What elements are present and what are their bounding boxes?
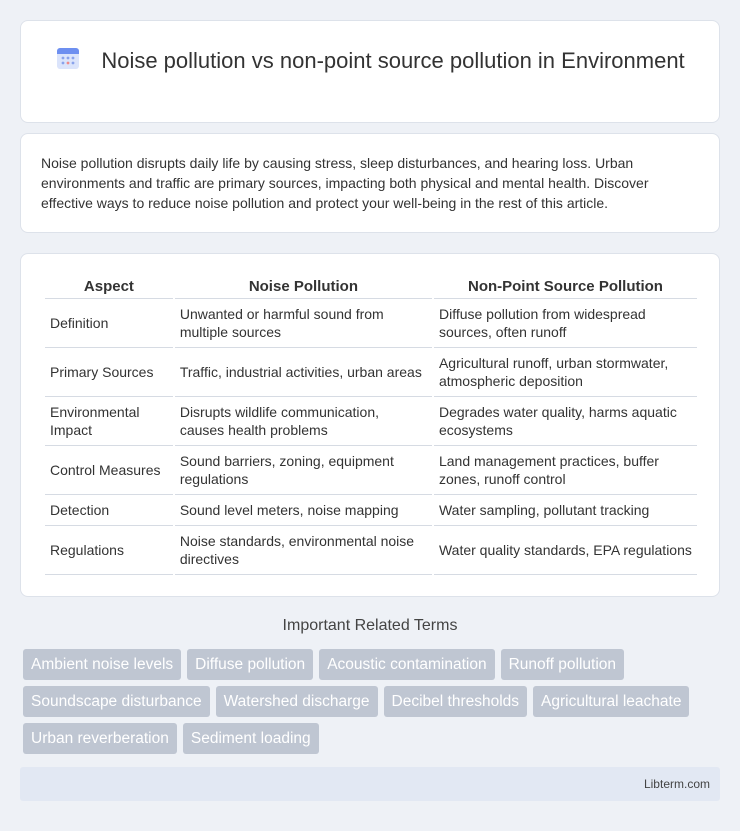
cell-noise: Unwanted or harmful sound from multiple sources <box>175 299 432 348</box>
comparison-table <box>43 274 699 575</box>
cell-nps: Degrades water quality, harms aquatic ecosystems <box>434 397 697 446</box>
table-row <box>45 495 697 526</box>
table-row <box>45 299 697 348</box>
cell-noise: Noise standards, environmental noise directives <box>175 526 432 575</box>
cell-nps: Land management practices, buffer zones, runoff control <box>434 446 697 495</box>
related-terms-title: Important Related Terms <box>282 617 458 634</box>
header-aspect: Aspect <box>45 274 173 299</box>
related-term-tag[interactable]: Watershed discharge <box>216 686 378 717</box>
cell-nps: Agricultural runoff, urban stormwater, atmospheric deposition <box>434 348 697 397</box>
calendar-grid-icon <box>55 45 81 71</box>
cell-noise: Sound level meters, noise mapping <box>175 495 432 526</box>
cell-noise: Disrupts wildlife communication, causes health problems <box>175 397 432 446</box>
cell-aspect: Regulations <box>45 526 173 575</box>
cell-aspect: Control Measures <box>45 446 173 495</box>
cell-aspect: Primary Sources <box>45 348 173 397</box>
intro-card <box>20 133 720 233</box>
page-title-wrap <box>21 45 719 75</box>
related-term-tag[interactable]: Urban reverberation <box>23 723 177 754</box>
related-term-tag[interactable]: Sediment loading <box>183 723 319 754</box>
cell-aspect: Detection <box>45 495 173 526</box>
cell-noise: Traffic, industrial activities, urban areas <box>175 348 432 397</box>
footer <box>20 767 720 801</box>
header-noise-pollution: Noise Pollution <box>175 274 432 299</box>
cell-aspect: Environmental Impact <box>45 397 173 446</box>
table-header-row <box>45 274 697 299</box>
footer-brand-link[interactable]: Libterm.com <box>643 777 710 791</box>
intro-text: Noise pollution disrupts daily life by causing stress, sleep disturbances, and hearing loss. Urban environments and traffic are primary sources, impacting both physical and mental health. Discover effective ways to reduce noise pollution and protect your well-being in the rest of this article. <box>41 155 649 211</box>
related-term-tag[interactable]: Agricultural leachate <box>533 686 689 717</box>
related-term-tag[interactable]: Runoff pollution <box>501 649 624 680</box>
related-terms-tags <box>23 649 723 760</box>
related-term-tag[interactable]: Ambient noise levels <box>23 649 181 680</box>
related-term-tag[interactable]: Acoustic contamination <box>319 649 494 680</box>
comparison-table-card <box>20 253 720 597</box>
title-card <box>20 20 720 123</box>
table-row <box>45 446 697 495</box>
cell-nps: Water quality standards, EPA regulations <box>434 526 697 575</box>
cell-nps: Diffuse pollution from widespread sources, often runoff <box>434 299 697 348</box>
cell-nps: Water sampling, pollutant tracking <box>434 495 697 526</box>
related-term-tag[interactable]: Soundscape disturbance <box>23 686 210 717</box>
table-row <box>45 397 697 446</box>
table-row <box>45 348 697 397</box>
related-term-tag[interactable]: Diffuse pollution <box>187 649 313 680</box>
page-title: Noise pollution vs non-point source pollution in Environment <box>101 48 685 73</box>
cell-aspect: Definition <box>45 299 173 348</box>
cell-noise: Sound barriers, zoning, equipment regulations <box>175 446 432 495</box>
header-non-point-source: Non-Point Source Pollution <box>434 274 697 299</box>
related-term-tag[interactable]: Decibel thresholds <box>384 686 528 717</box>
table-row <box>45 526 697 575</box>
